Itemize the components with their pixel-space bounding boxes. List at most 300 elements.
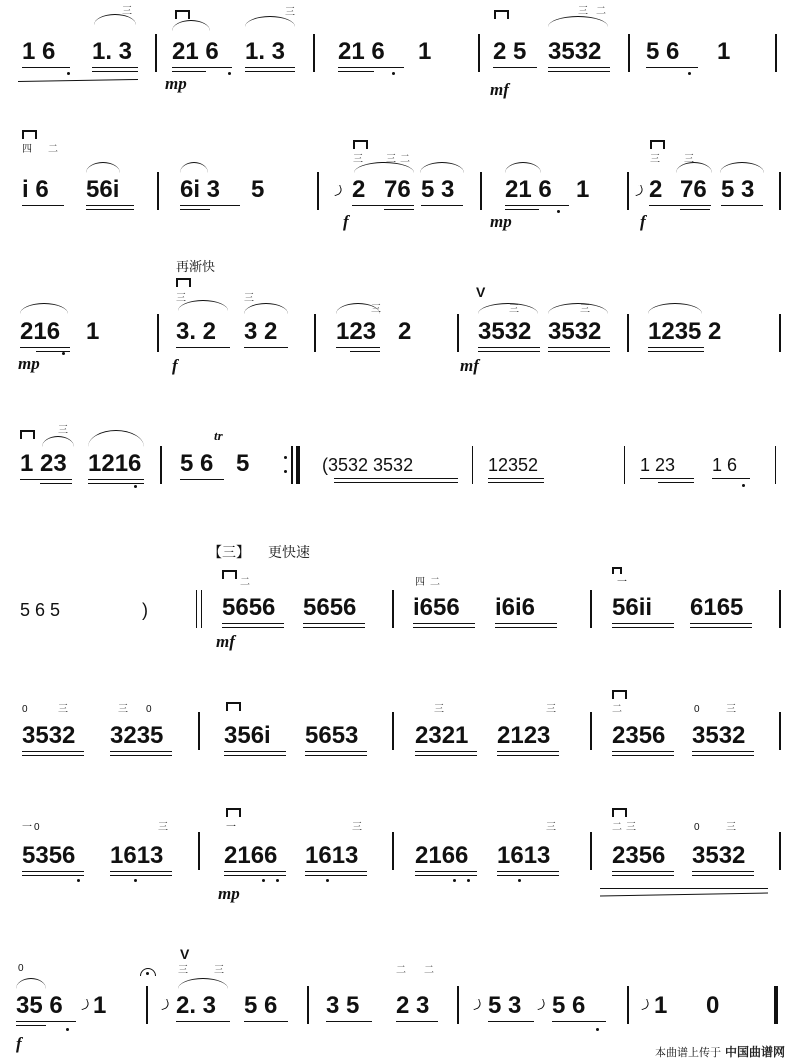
fingering-mark: 三 (546, 822, 556, 833)
underline (497, 871, 559, 872)
barline (480, 172, 482, 210)
note-group: 1 (93, 992, 107, 1019)
note-group: 356i (224, 722, 271, 749)
site-logo: 中国曲谱网 (724, 1045, 785, 1059)
note-group: 2. 3 (176, 992, 217, 1019)
note-group: i656 (413, 594, 460, 621)
slur (180, 162, 208, 173)
slide-mark (639, 999, 651, 1011)
slide-mark (79, 999, 91, 1011)
dynamic-mark: f (16, 1034, 22, 1053)
note-group: 1613 (305, 842, 359, 869)
underline (176, 1021, 230, 1022)
underline (244, 1021, 288, 1022)
underline (548, 347, 610, 348)
octave-dot (134, 485, 137, 488)
octave-dot (67, 72, 70, 75)
note-group: 123 (336, 318, 377, 345)
underline (350, 351, 380, 352)
octave-dot (688, 72, 691, 75)
note-group: 6i 3 (180, 176, 221, 203)
up-bow-mark: V (476, 284, 486, 300)
underline (20, 479, 72, 480)
barline (201, 590, 202, 628)
underline (495, 623, 557, 624)
barline (627, 986, 629, 1024)
note-group: 3532 (22, 722, 76, 749)
slur (676, 162, 712, 173)
underline (172, 67, 232, 68)
fingering-mark: 三 (285, 7, 295, 18)
slide-mark (471, 999, 483, 1011)
slur (88, 430, 144, 447)
slur (548, 303, 608, 314)
octave-dot (326, 879, 329, 882)
underline (20, 347, 70, 348)
underline (16, 1025, 46, 1026)
final-barline (774, 986, 778, 1024)
barline (317, 172, 319, 210)
octave-dot (77, 879, 80, 882)
fingering-mark: 三 (176, 293, 186, 304)
note-group: 1613 (497, 842, 551, 869)
underline (421, 205, 463, 206)
barline (624, 446, 625, 484)
underline (649, 205, 711, 206)
note-group: 2321 (415, 722, 469, 749)
note-group: 1 (418, 38, 432, 65)
note-group: 3532 (548, 318, 602, 345)
fingering-mark: 二 (396, 965, 406, 976)
barline (779, 590, 781, 628)
fingering-mark: 0 (22, 704, 28, 715)
fingering-mark: 三 (58, 704, 68, 715)
dynamic-mark: f (343, 212, 349, 231)
underline (692, 871, 754, 872)
barline (779, 832, 781, 870)
down-bow-mark (494, 10, 509, 19)
note-group: 2356 (612, 722, 666, 749)
underline (352, 205, 414, 206)
watermark-caption: 本曲谱上传于 (654, 1046, 721, 1059)
barline (457, 986, 459, 1024)
down-bow-mark (612, 808, 627, 817)
underline (110, 875, 172, 876)
barline (196, 590, 197, 628)
barline (198, 832, 200, 870)
barline (146, 986, 148, 1024)
slur (548, 16, 608, 27)
underline (36, 351, 70, 352)
underline (303, 623, 365, 624)
note-group: 1. 3 (245, 38, 286, 65)
note-group: 2356 (612, 842, 666, 869)
note-group: 1216 (88, 450, 142, 477)
fingering-mark: 二 (596, 6, 606, 17)
down-bow-mark (22, 130, 37, 139)
fingering-mark: 三 (178, 965, 188, 976)
fingering-mark: 四 (22, 144, 32, 155)
tempo-marking: 再渐快 (176, 260, 216, 275)
underline (244, 347, 288, 348)
underline (22, 751, 84, 752)
fingering-mark: 一 (226, 822, 236, 833)
fingering-mark: 0 (34, 822, 40, 833)
slur (478, 303, 538, 314)
underline (305, 875, 367, 876)
note-group: 21 6 (505, 176, 552, 203)
note-group: 2 (398, 318, 412, 345)
octave-dot (557, 210, 560, 213)
note-group: 2123 (497, 722, 551, 749)
octave-dot (276, 879, 279, 882)
underline (497, 755, 559, 756)
fingering-mark: 三 (353, 154, 363, 165)
dynamic-mark: mp (165, 74, 187, 93)
slide-mark (159, 999, 171, 1011)
barline (627, 314, 629, 352)
section-label: 【三】 (208, 545, 250, 561)
note-group: 2 5 (493, 38, 527, 65)
barline (157, 314, 159, 352)
underline (172, 71, 206, 72)
down-bow-mark (20, 430, 35, 439)
underline (86, 205, 134, 206)
underline (110, 751, 172, 752)
note-group: 2166 (415, 842, 469, 869)
octave-dot (262, 879, 265, 882)
barline (628, 34, 630, 72)
underline (326, 1021, 372, 1022)
underline (224, 755, 286, 756)
note-group: 1 6 (22, 38, 56, 65)
note-group: 35 6 (16, 992, 63, 1019)
fingering-mark: 二 (424, 965, 434, 976)
barline (590, 832, 592, 870)
down-bow-mark (650, 140, 665, 149)
underline (721, 205, 763, 206)
slur (720, 162, 764, 173)
fingering-mark: 四 (415, 577, 425, 588)
octave-dot (66, 1028, 69, 1031)
fingering-mark: 二 (430, 577, 440, 588)
slide-mark (332, 185, 344, 197)
underline (305, 871, 367, 872)
note-group: 56i (86, 176, 120, 203)
fingering-mark: 三 (434, 704, 444, 715)
barline (472, 446, 473, 484)
note-group: 3532 (692, 842, 746, 869)
fingering-mark: 三 (214, 965, 224, 976)
note-group: 21 6 (172, 38, 219, 65)
fingering-mark: 二 (400, 154, 410, 165)
barline (627, 172, 629, 210)
underline (88, 483, 144, 484)
slur (20, 303, 68, 314)
underline (92, 71, 138, 72)
note-group: i 6 (22, 176, 49, 203)
underline (40, 483, 72, 484)
fingering-mark: 0 (694, 704, 700, 715)
octave-dot (453, 879, 456, 882)
underline (415, 875, 477, 876)
underline (478, 347, 540, 348)
underline (680, 209, 710, 210)
underline (22, 205, 64, 206)
octave-dot (742, 484, 745, 487)
barline (160, 446, 162, 484)
repeat-barline (291, 446, 293, 484)
barline (313, 34, 315, 72)
octave-dot (134, 879, 137, 882)
fingering-mark: 三 (118, 704, 128, 715)
underline (180, 479, 224, 480)
fingering-mark: 三 (371, 304, 381, 315)
note-group: 2 (649, 176, 663, 203)
fingering-mark: 三 (122, 6, 132, 17)
note-group: 3532 (692, 722, 746, 749)
down-bow-mark (222, 570, 237, 579)
note-group: 5656 (303, 594, 357, 621)
underline (658, 482, 694, 483)
note-group: 1 (717, 38, 731, 65)
underline (505, 209, 539, 210)
underline (648, 347, 704, 348)
barline (198, 712, 200, 750)
fingering-mark: 三 (580, 304, 590, 315)
underline (612, 623, 674, 624)
note-group: 5 3 (421, 176, 455, 203)
underline (384, 209, 414, 210)
fingering-mark: 三 (352, 822, 362, 833)
underline (690, 627, 752, 628)
underline (336, 347, 380, 348)
octave-dot (467, 879, 470, 882)
underline (110, 871, 172, 872)
underline (488, 482, 544, 483)
underline (245, 67, 295, 68)
underline (224, 875, 286, 876)
note-group: 6165 (690, 594, 744, 621)
barline (392, 712, 394, 750)
tempo-marking: 更快速 (268, 545, 310, 561)
fingering-mark: 三 (578, 6, 588, 17)
underline (222, 623, 284, 624)
underline (415, 755, 477, 756)
underline (648, 351, 704, 352)
note-group: 1 23 (20, 450, 67, 477)
underline (640, 478, 694, 479)
barline (775, 34, 777, 72)
note-group: 1613 (110, 842, 164, 869)
dynamic-mark: f (172, 356, 178, 375)
barline (779, 172, 781, 210)
decrescendo-line (600, 888, 768, 889)
octave-dot (596, 1028, 599, 1031)
note-group: 2 (708, 318, 722, 345)
down-bow-mark (612, 567, 622, 574)
down-bow-mark (612, 690, 627, 699)
octave-dot (518, 879, 521, 882)
fingering-mark: 0 (146, 704, 152, 715)
down-bow-mark (226, 702, 241, 711)
note-group: 1 23 (640, 455, 676, 475)
repeat-dot (284, 470, 287, 473)
slur (42, 436, 74, 447)
underline (88, 479, 144, 480)
underline (224, 751, 286, 752)
dynamic-mark: mp (18, 354, 40, 373)
octave-dot (62, 352, 65, 355)
underline (413, 627, 475, 628)
underline (612, 751, 674, 752)
underline (493, 67, 537, 68)
up-bow-mark: V (180, 946, 190, 962)
underline (334, 482, 458, 483)
slide-mark (535, 999, 547, 1011)
barline (307, 986, 309, 1024)
slur (178, 978, 228, 989)
trill-mark: tr (214, 428, 223, 443)
note-group: ) (142, 600, 148, 620)
underline (552, 1021, 606, 1022)
note-group: 3 2 (244, 318, 278, 345)
note-group: 0 (706, 992, 720, 1019)
note-group: 1 (86, 318, 100, 345)
note-group: 3 5 (326, 992, 360, 1019)
repeat-barline-thick (296, 446, 300, 484)
underline (176, 347, 230, 348)
note-group: 2 (352, 176, 366, 203)
note-group: (3532 3532 (322, 455, 414, 475)
underline (22, 871, 84, 872)
underline (497, 751, 559, 752)
underline (16, 1021, 76, 1022)
underline (86, 209, 134, 210)
barline (478, 34, 480, 72)
underline (612, 875, 674, 876)
barline (457, 314, 459, 352)
fermata-mark (140, 968, 156, 976)
note-group: 5 (236, 450, 250, 477)
underline (245, 71, 295, 72)
down-bow-mark (353, 140, 368, 149)
note-group: 76 (384, 176, 411, 203)
note-group: 5356 (22, 842, 76, 869)
note-group: 5656 (222, 594, 276, 621)
underline (612, 755, 674, 756)
fingering-mark: 0 (694, 822, 700, 833)
note-group: 21 6 (338, 38, 385, 65)
underline (505, 205, 569, 206)
note-group: 1 (654, 992, 668, 1019)
underline (396, 1021, 438, 1022)
underline (495, 627, 557, 628)
fingering-mark: 三 (626, 822, 636, 833)
octave-dot (228, 72, 231, 75)
note-group: 2166 (224, 842, 278, 869)
decrescendo-line (600, 893, 768, 897)
note-group: 1. 3 (92, 38, 133, 65)
note-group: 5 6 5 (20, 600, 61, 620)
barline (314, 314, 316, 352)
underline (692, 875, 754, 876)
note-group: 3235 (110, 722, 164, 749)
repeat-dot (284, 456, 287, 459)
underline (222, 627, 284, 628)
note-group: 1 (576, 176, 590, 203)
note-group: 5 6 (180, 450, 214, 477)
underline (692, 755, 754, 756)
dynamic-mark: mp (218, 884, 240, 903)
slur (16, 978, 46, 989)
underline (413, 623, 475, 624)
fingering-mark: 二 (612, 704, 622, 715)
note-group: 76 (680, 176, 707, 203)
barline (155, 34, 157, 72)
underline (180, 205, 240, 206)
fingering-mark: 三 (726, 704, 736, 715)
fingering-mark: 0 (18, 963, 24, 974)
underline (305, 755, 367, 756)
slide-mark (633, 185, 645, 197)
note-group: 5 6 (552, 992, 586, 1019)
fingering-mark: 三 (684, 154, 694, 165)
barline (590, 712, 592, 750)
decrescendo-line (18, 79, 138, 82)
underline (478, 351, 540, 352)
dynamic-mark: mf (490, 80, 509, 99)
fingering-mark: 一 (22, 822, 32, 833)
fingering-mark: 三 (58, 425, 68, 436)
slur (86, 162, 120, 173)
dynamic-mark: mf (216, 632, 235, 651)
note-group: 3532 (548, 38, 602, 65)
fingering-mark: 二 (612, 822, 622, 833)
fingering-mark: 一 (617, 577, 627, 588)
underline (488, 478, 544, 479)
underline (612, 871, 674, 872)
underline (497, 875, 559, 876)
underline (92, 67, 138, 68)
barline (779, 314, 781, 352)
underline (180, 209, 210, 210)
fingering-mark: 三 (158, 822, 168, 833)
note-group: 56ii (612, 594, 653, 621)
underline (22, 875, 84, 876)
barline (392, 832, 394, 870)
barline (157, 172, 159, 210)
underline (548, 71, 610, 72)
underline (612, 627, 674, 628)
underline (338, 67, 404, 68)
note-group: 3. 2 (176, 318, 217, 345)
down-bow-mark (175, 10, 190, 19)
underline (334, 478, 458, 479)
barline (392, 590, 394, 628)
fingering-mark: 三 (244, 293, 254, 304)
fingering-mark: 三 (650, 154, 660, 165)
note-group: 2 3 (396, 992, 430, 1019)
slur (505, 162, 541, 173)
underline (224, 871, 286, 872)
note-group: 5 3 (488, 992, 522, 1019)
underline (692, 751, 754, 752)
note-group: 1235 (648, 318, 702, 345)
down-bow-mark (176, 278, 191, 287)
underline (110, 755, 172, 756)
fingering-mark: 三 (726, 822, 736, 833)
